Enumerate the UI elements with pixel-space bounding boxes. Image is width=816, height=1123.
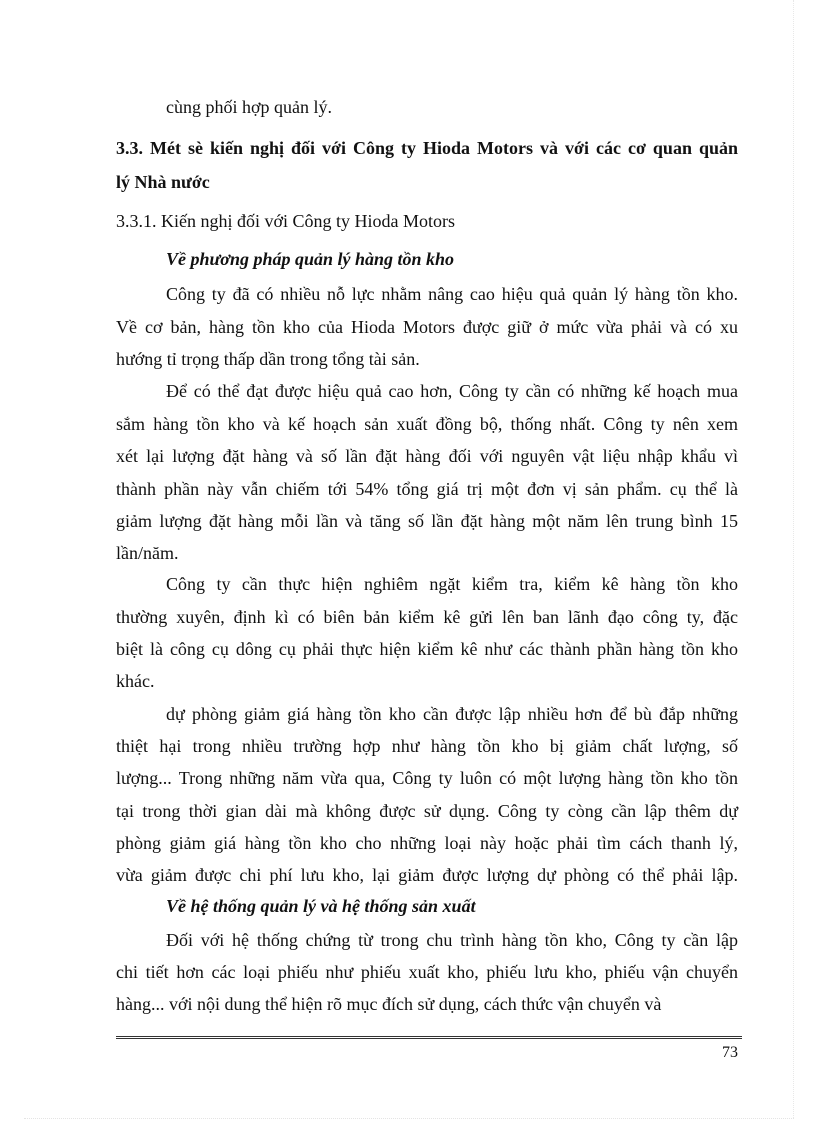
paragraph-line: thiệt hại trong nhiều trường hợp như hàng tồn kho bị giảm chất lượng, số (116, 736, 738, 756)
page-edge-bottom (24, 1118, 794, 1119)
paragraph-line: chi tiết hơn các loại phiếu như phiếu xuất kho, phiếu lưu kho, phiếu vận chuyển (116, 962, 738, 982)
paragraph-line: Đối với hệ thống chứng từ trong chu trình hàng tồn kho, Công ty cần lập (166, 930, 738, 950)
paragraph-line: khác. (116, 671, 155, 691)
paragraph-line: lượng... Trong những năm vừa qua, Công ty luôn có một lượng hàng tồn kho tồn (116, 768, 738, 788)
topic-heading-management: Về hệ thống quản lý và hệ thống sản xuất (166, 896, 476, 916)
subsection-heading: 3.3.1. Kiến nghị đối với Công ty Hioda Motors (116, 211, 456, 231)
footer-rule (116, 1036, 742, 1039)
page-edge-right (793, 0, 794, 1118)
paragraph-line: lần/năm. (116, 543, 179, 563)
paragraph-line: vừa giảm được chi phí lưu kho, lại giảm được lượng dự phòng có thể phải lập. (116, 865, 738, 885)
page-number: 73 (722, 1044, 738, 1061)
section-heading: 3.3. Mét sè kiến nghị đối với Công ty Hioda Motors và với các cơ quan quản (116, 138, 738, 158)
paragraph-line: tại trong thời gian dài mà không được sử dụng. Công ty còng cần lập thêm dự (116, 801, 738, 821)
paragraph-line: hướng tỉ trọng thấp dần trong tổng tài sản. (116, 349, 420, 369)
paragraph-line: giảm lượng đặt hàng mỗi lần và tăng số lần đặt hàng một năm lên trung bình 15 (116, 511, 738, 531)
paragraph-line: Để có thể đạt được hiệu quả cao hơn, Công ty cần có những kế hoạch mua (166, 381, 738, 401)
paragraph-line: Công ty đã có nhiều nỗ lực nhằm nâng cao hiệu quả quản lý hàng tồn kho. (166, 284, 738, 304)
paragraph-line: xét lại lượng đặt hàng và số lần đặt hàng đối với nguyên vật liệu nhập khẩu vì (116, 446, 738, 466)
paragraph-line: thành phần này vẫn chiếm tới 54% tổng giá trị một đơn vị sản phẩm. cụ thể là (116, 479, 738, 499)
paragraph-line: Công ty cần thực hiện nghiêm ngặt kiểm tra, kiểm kê hàng tồn kho (166, 574, 738, 594)
paragraph-line: phòng giảm giá hàng tồn kho cho những loại này hoặc phải tìm cách thanh lý, (116, 833, 738, 853)
paragraph-line: biệt là công cụ dông cụ phải thực hiện kiểm kê như các thành phần hàng tồn kho (116, 639, 738, 659)
paragraph-line: cùng phối hợp quản lý. (166, 97, 332, 117)
paragraph-line: dự phòng giảm giá hàng tồn kho cần được lập nhiều hơn để bù đắp những (166, 704, 738, 724)
paragraph-line: Về cơ bản, hàng tồn kho của Hioda Motors được giữ ở mức vừa phải và có xu (116, 317, 738, 337)
topic-heading-inventory: Về phương pháp quản lý hàng tồn kho (166, 249, 455, 269)
paragraph-line: hàng... với nội dung thể hiện rõ mục đích sử dụng, cách thức vận chuyển và (116, 994, 662, 1014)
paragraph-line: thường xuyên, định kì có biên bản kiểm kê gửi lên ban lãnh đạo công ty, đặc (116, 607, 738, 627)
paragraph-line: sắm hàng tồn kho và kế hoạch sản xuất đồng bộ, thống nhất. Công ty nên xem (116, 414, 738, 434)
section-heading-continued: lý Nhà nước (116, 172, 210, 192)
